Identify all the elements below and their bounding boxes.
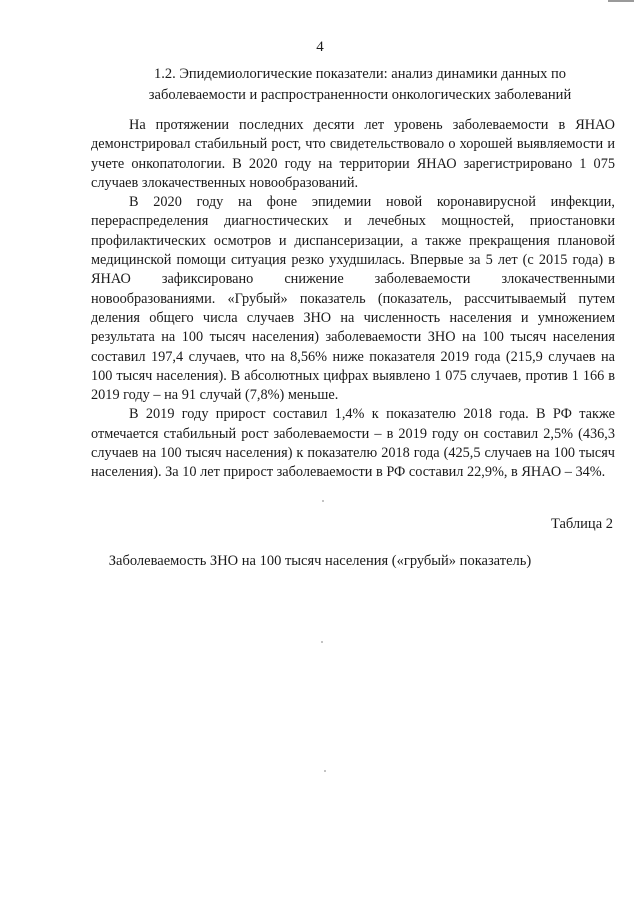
table-title: Заболеваемость ЗНО на 100 тысяч населения («грубый» показатель): [108, 553, 532, 569]
section-heading: [100, 64, 620, 106]
section-heading-line-1: 1.2. Эпидемиологические показатели: анализ динамики данных по: [153, 66, 567, 82]
paragraph: В 2020 году на фоне эпидемии новой коронавирусной инфекции, перераспределения диагностических и лечебных мощностей, приостановки профилактических осмотров и диспансеризации, а также прекращения плановой медицинской помощи ситуация резко ухудшилась. Впервые за 5 лет (с 2015 года) в ЯНАО зафиксировано снижение заболеваемости злокачественными новообразованиями. «Грубый» показатель (показатель, рассчитываемый путем деления общего числа случаев ЗНО на численность населения и умножением результата на 100 тысяч населения) заболеваемости ЗНО на 100 тысяч населения составил 197,4 случаев, что на 8,56% ниже показателя 2019 года (215,9 случаев на 100 тысяч населения). В абсолютных цифрах выявлено 1 075 случаев, против 1 166 в 2019 году – на 91 случай (7,8%) меньше.: [91, 194, 615, 404]
paragraph: В 2019 году прирост составил 1,4% к показателю 2018 года. В РФ также отмечается стабильный рост заболеваемости – в 2019 году он составил 2,5% (436,3 случаев на 100 тысяч населения) к показателю 2018 года (425,5 случаев на 100 тысяч населения). За 10 лет прирост заболеваемости в РФ составил 22,9%, в ЯНАО – 34%.: [91, 406, 615, 481]
scan-speck: [322, 500, 324, 502]
scan-edge-mark: [608, 0, 634, 2]
paragraph: На протяжении последних десяти лет уровень заболеваемости в ЯНАО демонстрировал стабильный рост, что свидетельствовало о хорошей выявляемости и учете онкопатологии. В 2020 году на территории ЯНАО зарегистрировано 1 075 случаев злокачественных новообразований.: [91, 117, 615, 191]
page-number: 4: [316, 39, 324, 55]
body-text: [91, 116, 615, 483]
section-heading-line-2: заболеваемости и распространенности онкологических заболеваний: [148, 87, 572, 103]
scan-speck: [324, 770, 326, 772]
table-caption: Таблица 2: [550, 516, 613, 532]
scan-speck: [321, 641, 323, 643]
